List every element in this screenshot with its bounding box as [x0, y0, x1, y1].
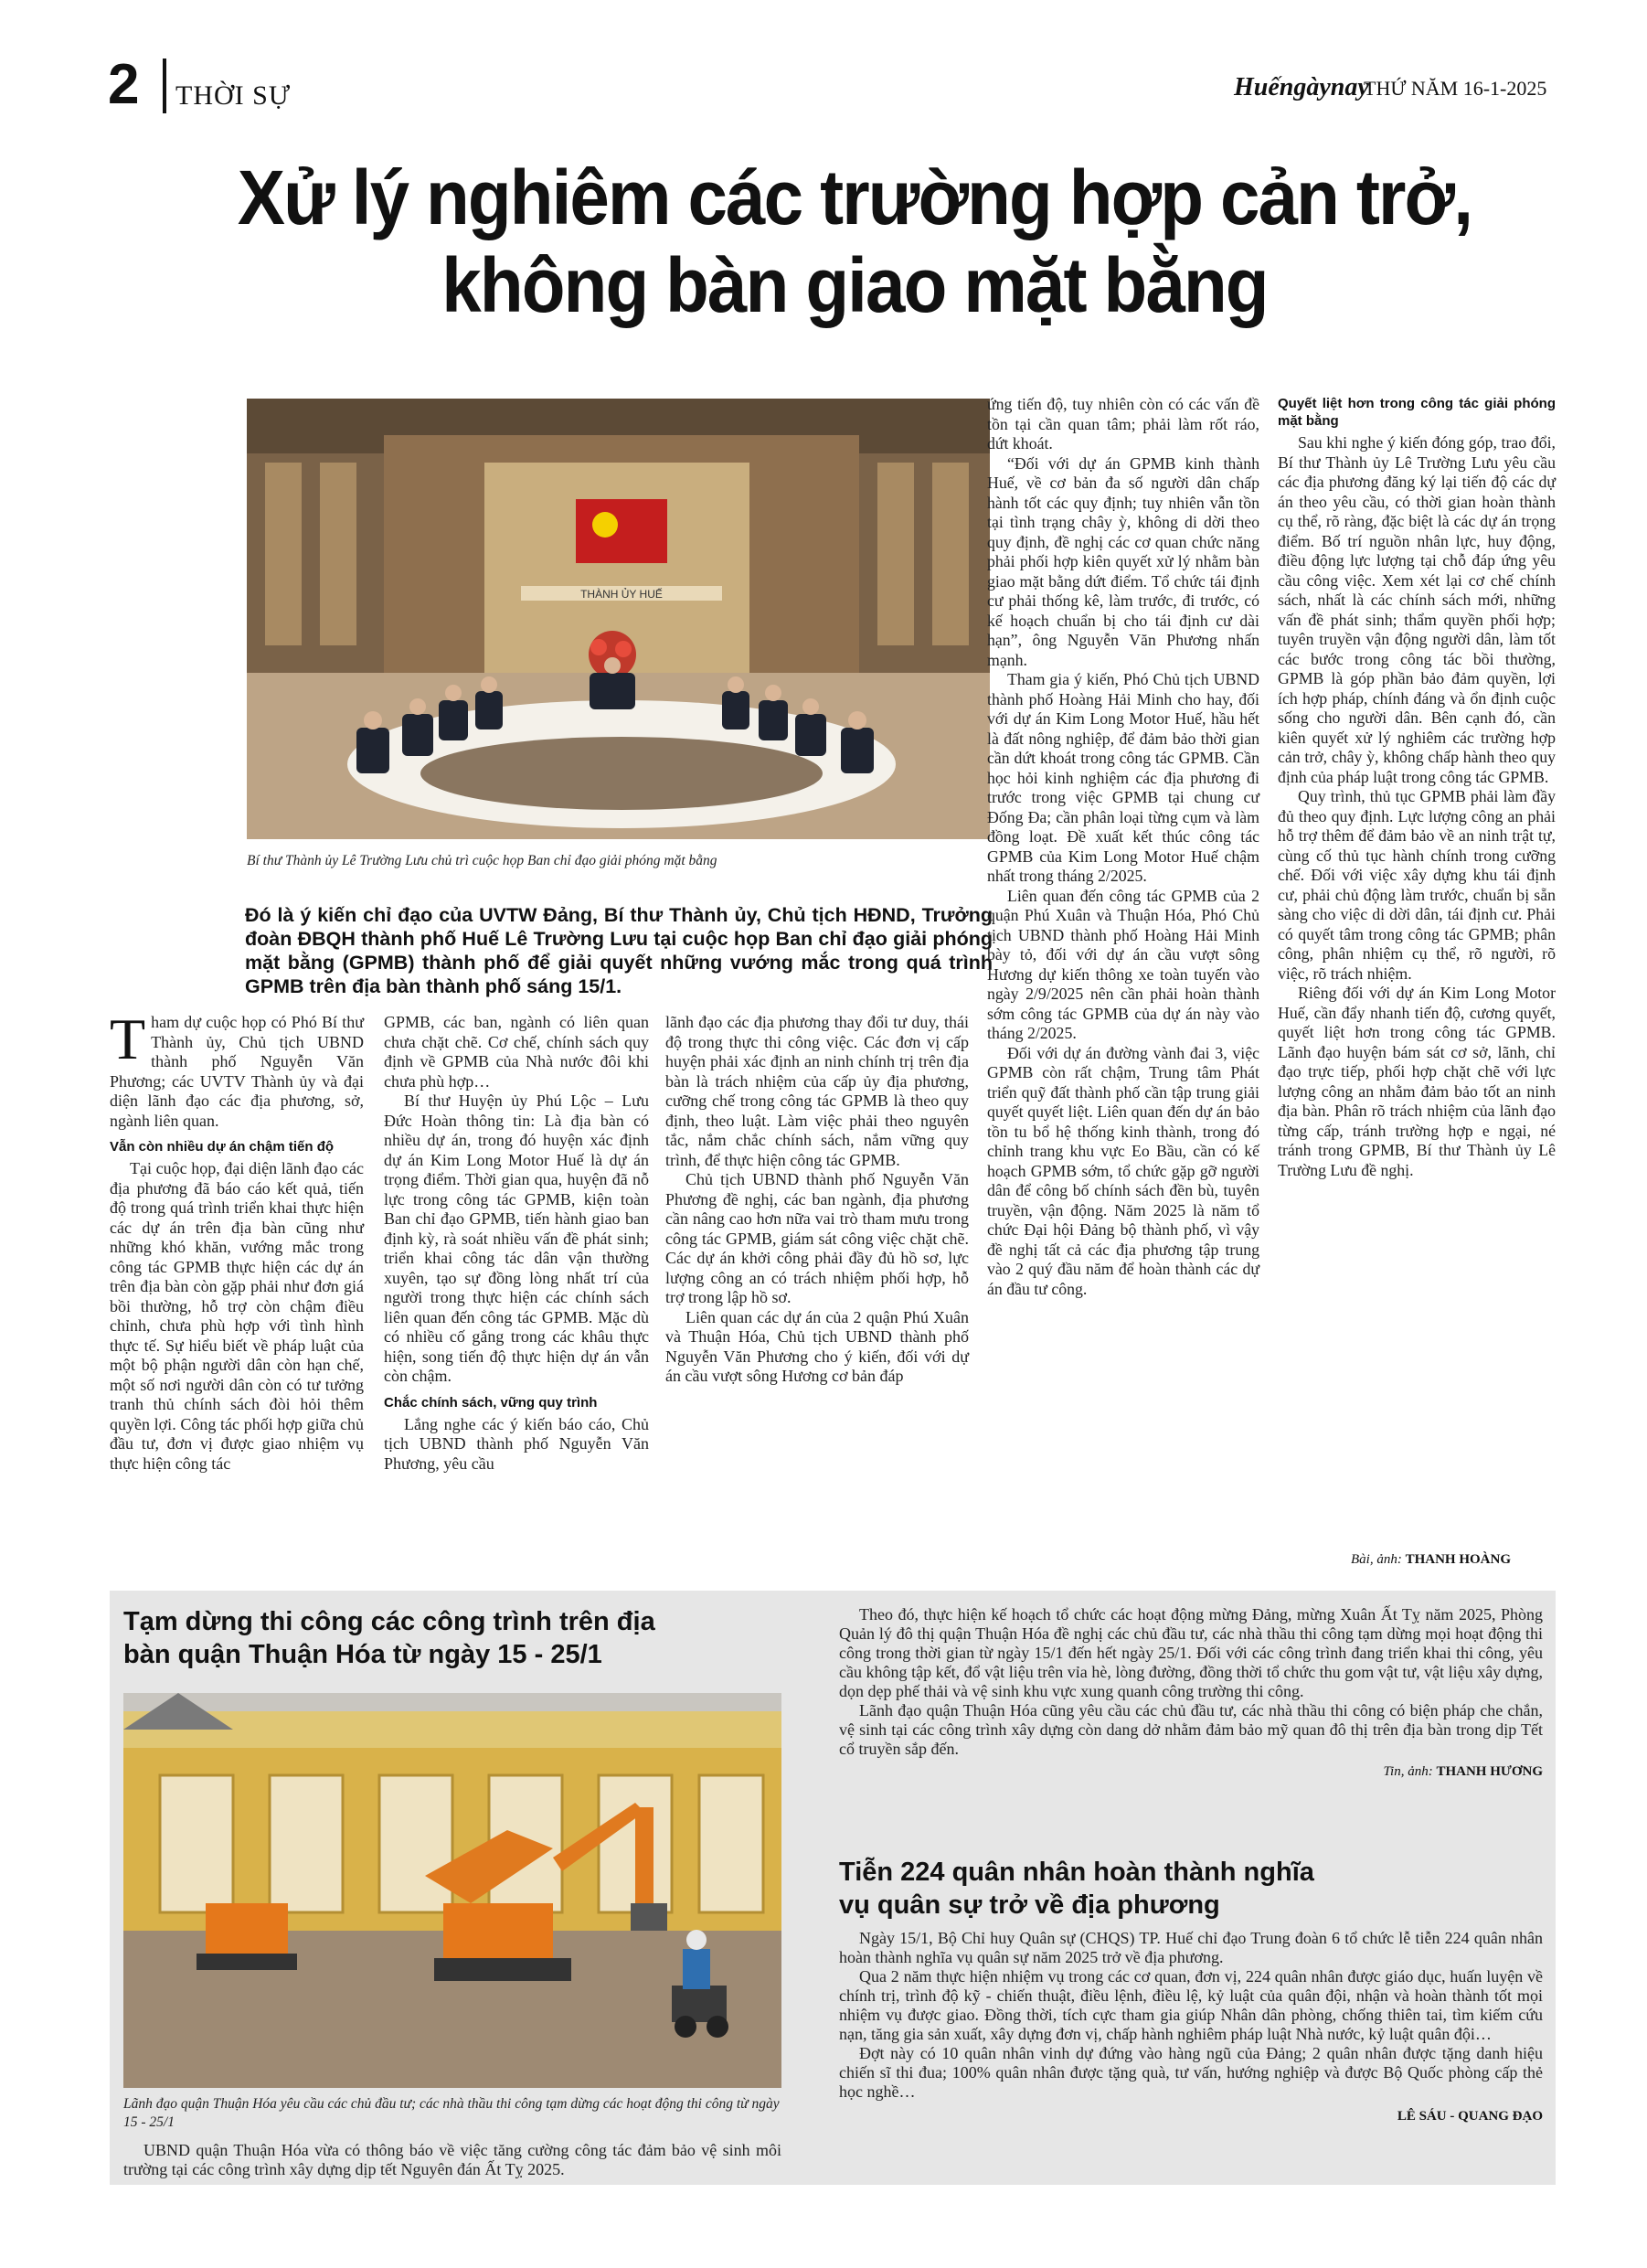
meeting-photo-caption: Bí thư Thành ủy Lê Trường Lưu chủ trì cuộc họp Ban chỉ đạo giải phóng mặt bằng — [247, 853, 717, 868]
story1-paragraph-1: UBND quận Thuận Hóa vừa có thông báo về việc tăng cường công tác đảm bảo vệ sinh môi trường tại các công trình xây dựng dịp tết Nguyên đán Ất Tỵ 2025. — [123, 2141, 781, 2178]
col5-paragraph-2: Quy trình, thủ tục GPMB phải làm đầy đủ theo quy định. Lực lượng công an phải hỗ trợ thêm để đảm bảo về an ninh trật tự, cùng cố thủ tục hành chính trong cưỡng chế. Đối với việc xây dựng khu tái định cư, phải chủ động làm trước, chuẩn bị sẵn sàng cho việc di dời dân, tái định cư. Phải có quyết tâm trong công tác GPMB; phân công, phân nhiệm cụ thể, rõ người, rõ việc, rõ trách nhiệm. — [1278, 787, 1556, 983]
col1-paragraph-1: ham dự cuộc họp có Phó Bí thư Thành ủy, Chủ tịch UBND thành phố Nguyễn Văn Phương; các UVTV Thành ủy và đại diện lãnh đạo các địa phương, sở, ngành liên quan. — [110, 1013, 364, 1130]
story1-paragraph-2: Theo đó, thực hiện kế hoạch tổ chức các hoạt động mừng Đảng, mừng Xuân Ất Tỵ năm 2025, Phòng Quản lý đô thị quận Thuận Hóa đề nghị các chủ đầu tư, các nhà thầu thi công tạm dừng mọi hoạt động thi công trong thời gian từ ngày 15/1 đến hết ngày 25/1. Đối với các công trình đang triển khai thi công, yêu cầu không tập kết, đổ vật liệu trên vỉa hè, lòng đường, đồng thời tổ chức thu gom vật tư, vật liệu xây dựng, dọn dẹp phế thải và vệ sinh khu vực xung quanh công trường thi công. — [839, 1605, 1543, 1700]
issue-date: THỨ NĂM 16-1-2025 — [1364, 77, 1547, 100]
story2-byline: LÊ SÁU - QUANG ĐẠO — [1397, 2109, 1543, 2124]
story1-byline-author: THANH HƯƠNG — [1436, 1764, 1543, 1779]
news-box-story-1-continued — [839, 1605, 1543, 1782]
col5-paragraph-1: Sau khi nghe ý kiến đóng góp, trao đổi, Bí thư Thành ủy Lê Trường Lưu yêu cầu các địa phương đăng ký lại tiến độ các dự án theo yêu cầu, có thời gian hoàn thành cụ thể, rõ ràng, đặc biệt là các dự án trọng điểm. Bố trí nguồn nhân lực, huy động, điều động lực lượng tại chỗ đáp ứng yêu cầu công việc. Xem xét lại cơ chế chính sách, nhất là các chính sách mới, những vấn đề phát sinh; thẩm quyền phối hợp; tuyên truyền vận động người dân, làm tốt các bước trong công tác bồi thường, GPMB là góp phần bảo đảm quyền, lợi ích hợp pháp, chính đáng và ổn định cuộc sống cho người dân. Bên cạnh đó, cần kiên quyết xử lý nghiêm các trường hợp cản trở, chây ỳ, không chấp hành theo quy định của pháp luật trong công tác GPMB. — [1278, 433, 1556, 786]
col2-paragraph-1: GPMB, các ban, ngành có liên quan chưa chặt chẽ. Cơ chế, chính sách quy định về GPMB của Nhà nước đôi khi chưa phù hợp… — [384, 1013, 649, 1091]
col3-paragraph-2: Chủ tịch UBND thành phố Nguyễn Văn Phương đề nghị, các ban ngành, địa phương cần nâng cao hơn nữa vai trò tham mưu trong công tác GPMB, giám sát công việc chặt chẽ. Các dự án khởi công phải đầy đủ hồ sơ, lực lượng công an có trách nhiệm phối hợp, hỗ trợ trong lập hồ sơ. — [665, 1170, 969, 1306]
subheading-2: Chắc chính sách, vững quy trình — [384, 1394, 598, 1411]
story1-byline — [839, 1762, 1543, 1782]
col4-paragraph-4: Liên quan đến công tác GPMB của 2 quận Phú Xuân và Thuận Hóa, Phó Chủ tịch UBND thành phố Hoàng Hải Minh bày tỏ, đối với dự án cầu vượt sông Hương dự kiến thông xe toàn tuyến vào ngày 2/9/2025 nên cần phải hoàn thành sớm công tác GPMB của dự án này vào tháng 2/2025. — [987, 886, 1259, 1042]
col4-paragraph-3: Tham gia ý kiến, Phó Chủ tịch UBND thành phố Hoàng Hải Minh cho hay, đối với dự án Kim Long Motor Huế, hầu hết là đất nông nghiệp, để đảm bảo thời gian cần dứt khoát trong công tác GPMB. Cần học hỏi kinh nghiệm các địa phương đi trước trong việc GPMB tại chung cư Đống Đa; cần phân loại từng cụm và làm đồng loạt. Đề xuất kết thúc công tác GPMB của Kim Long Motor Huế chậm nhất trong tháng 2/2025. — [987, 670, 1259, 885]
construction-site-illustration — [123, 1693, 781, 2088]
article-byline — [1351, 1552, 1511, 1568]
col1-paragraph-2: Tại cuộc họp, đại diện lãnh đạo các địa phương đã báo cáo kết quả, tiến độ trong quá trình triển khai thực hiện các dự án trên địa bàn cũng như những khó khăn, vướng mắc trong công tác GPMB thực hiện các dự án trên địa bàn còn gặp phải như đơn giá bồi thường, hỗ trợ còn chậm điều chỉnh, chưa phù hợp với tình hình thực tế. Sự hiểu biết về pháp luật của một bộ phận người dân còn hạn chế, một số nơi người dân còn có tư tưởng tranh thủ chính sách đòi hỏi thêm quyền lợi. Công tác phối hợp giữa chủ đầu tư, đơn vị được giao nhiệm vụ thực hiện công tác — [110, 1159, 364, 1473]
story2-paragraph-3: Đợt này có 10 quân nhân vinh dự đứng vào hàng ngũ của Đảng; 2 quân nhân được tặng danh hiệu chiến sĩ thi đua; 100% quân nhân được tặng quà, tư vấn, hướng nghiệp và được Bộ Quốc phòng cấp thẻ học nghề… — [839, 2044, 1543, 2101]
story2-paragraph-1: Ngày 15/1, Bộ Chỉ huy Quân sự (CHQS) TP. Huế chỉ đạo Trung đoàn 6 tổ chức lễ tiễn 224 quân nhân hoàn thành nghĩa vụ quân sự năm 2025 trở về địa phương. — [839, 1929, 1543, 1966]
article-column-4 — [987, 395, 1259, 1299]
subheading-3: Quyết liệt hơn trong công tác giải phóng mặt bằng — [1278, 396, 1556, 429]
news-box-story-2 — [839, 1929, 1543, 2126]
news-box-story-1-start — [123, 2141, 781, 2179]
news-box-headline-2: Tiễn 224 quân nhân hoàn thành nghĩa vụ quân sự trở về địa phương — [839, 1858, 1314, 1920]
section-title: THỜI SỰ — [175, 80, 292, 111]
article-column-2 — [384, 1013, 649, 1474]
story1-byline-label: Tin, ảnh: — [1383, 1764, 1433, 1779]
col3-paragraph-1: lãnh đạo các địa phương thay đổi tư duy, thái độ trong thực thi công việc. Các đơn vị cấp huyện phải xác định an ninh chính trị trên địa bàn là trách nhiệm của cấp ủy địa phương, cưỡng chế trong công tác GPMB là theo quy định, theo luật. Làm việc phải theo nguyên tắc, nắm chắc chính sách, nắm vững quy trình, để thực hiện công tác GPMB. — [665, 1013, 969, 1169]
construction-photo — [123, 1693, 781, 2088]
meeting-photo — [247, 399, 990, 839]
newspaper-brand: Huếngàynay — [1234, 73, 1369, 101]
page-number: 2 — [108, 53, 140, 116]
article-column-5 — [1278, 395, 1556, 1180]
col4-paragraph-1: ứng tiến độ, tuy nhiên còn có các vấn đề tồn tại cần quan tâm; phải làm rốt ráo, dứt khoát. — [987, 395, 1259, 453]
col2-paragraph-3: Lắng nghe các ý kiến báo cáo, Chủ tịch UBND thành phố Nguyễn Văn Phương, yêu cầu — [384, 1414, 649, 1473]
subheading-1: Vẫn còn nhiều dự án chậm tiến độ — [110, 1139, 335, 1155]
main-headline — [196, 154, 1514, 329]
meeting-room-illustration — [247, 399, 990, 839]
article-column-3 — [665, 1013, 969, 1387]
drop-cap: T — [110, 1006, 146, 1071]
page-number-divider — [163, 59, 166, 113]
headline-line-2: không bàn giao mặt bằng — [441, 242, 1268, 328]
byline-label: Bài, ảnh: — [1351, 1552, 1402, 1567]
photo-sign-text: THÀNH ỦY HUẾ — [580, 588, 663, 601]
story2-paragraph-2: Qua 2 năm thực hiện nhiệm vụ trong các cơ quan, đơn vị, 224 quân nhân được giáo dục, huấn luyện về chính trị, trình độ kỹ - chiến thuật, điều lệnh, điều lệ, kỷ luật của quân đội, nhận và hoàn thành tốt mọi nhiệm vụ được giao. Đồng thời, tích cực tham gia giúp Nhân dân phòng, chống thiên tai, tìm kiếm cứu nạn, tăng gia sản xuất, xây dựng đơn vị, chấp hành nghiêm pháp luật Nhà nước, kỷ luật quân đội… — [839, 1967, 1543, 2043]
col4-paragraph-5: Đối với dự án đường vành đai 3, việc GPMB còn rất chậm, Trung tâm Phát triển quỹ đất thành phố cần tập trung giải quyết quyết liệt. Liên quan đến dự án bảo tồn tu bổ hệ thống kinh thành, trong đó chỉnh trang khu vực Eo Bầu, cần có kế hoạch GPMB sớm, tổ chức gặp gỡ người dân để công bố chính sách đền bù, tuyên truyền, vận động. Năm 2025 là năm tổ chức Đại hội Đảng bộ thành phố, vì vậy đề nghị tất cả các địa phương tập trung vào 2 quý đầu năm để hoàn thành các dự án đầu tư công. — [987, 1043, 1259, 1298]
news-box-headline-1: Tạm dừng thi công các công trình trên địa bàn quận Thuận Hóa từ ngày 15 - 25/1 — [123, 1607, 655, 1669]
article-lead: Đó là ý kiến chỉ đạo của UVTW Đảng, Bí thư Thành ủy, Chủ tịch HĐND, Trưởng đoàn ĐBQH thành phố Huế Lê Trường Lưu tại cuộc họp Ban chỉ đạo giải phóng mặt bằng (GPMB) thành phố để giải quyết những vướng mắc trong quá trình GPMB trên địa bàn thành phố sáng 15/1. — [245, 904, 993, 997]
col4-paragraph-2: “Đối với dự án GPMB kinh thành Huế, về cơ bản đa số người dân chấp hành tốt các quy định; tuy nhiên vẫn tồn tại tình trạng chây ỳ, không di dời theo quy định, đề nghị các cơ quan chức năng phải phối hợp kiên quyết xử lý nhằm bàn giao mặt bằng dứt điểm. Tổ chức tái định cư phải thống kê, làm trước, đi trước, có kế hoạch chuẩn bị cho tái định cư dài hạn”, ông Nguyễn Văn Phương nhấn mạnh. — [987, 453, 1259, 669]
col2-paragraph-2: Bí thư Huyện ủy Phú Lộc – Lưu Đức Hoàn thông tin: Là địa bàn có nhiều dự án, trong đó huyện xác định dự án Kim Long Motor Huế là dự án trọng điểm. Thời gian qua, huyện đã nỗ lực trong công tác GPMB, kiện toàn Ban chỉ đạo GPMB, tiến hành giao ban định kỳ, rà soát nhiều vấn đề phát sinh; triển khai công tác dân vận thường xuyên, tạo sự đồng lòng nhất trí của người trong thực hiện các chính sách liên quan đến công tác GPMB. Mặc dù có nhiều cố gắng trong các khâu thực hiện, song tiến độ thực hiện dự án vẫn còn chậm. — [384, 1091, 649, 1385]
story1-paragraph-3: Lãnh đạo quận Thuận Hóa cũng yêu cầu các chủ đầu tư, các nhà thầu thi công có biện pháp che chắn, vệ sinh tại các công trình xây dựng còn dang dở nhằm đảm bảo mỹ quan đô thị trên địa bàn trong dịp Tết cổ truyền sắp đến. — [839, 1701, 1543, 1758]
construction-photo-caption: Lãnh đạo quận Thuận Hóa yêu cầu các chủ đầu tư; các nhà thầu thi công tạm dừng các hoạt động thi công từ ngày 15 - 25/1 — [123, 2096, 780, 2130]
headline-line-1: Xử lý nghiêm các trường hợp cản trở, — [237, 154, 1472, 240]
article-column-1 — [110, 1006, 364, 1474]
col5-paragraph-3: Riêng đối với dự án Kim Long Motor Huế, cần đẩy nhanh tiến độ, cương quyết, quyết liệt hơn trong công tác GPMB. Lãnh đạo huyện bám sát cơ sở, lãnh, chỉ đạo trực tiếp, phối hợp chặt chẽ với lực lượng công an nhằm đảm bảo tốt an ninh địa bàn. Phân rõ trách nhiệm của lãnh đạo từng cấp, tránh trường hợp e ngại, né tránh trong GPMB, Bí thư Thành ủy Lê Trường Lưu đề nghị. — [1278, 984, 1556, 1179]
col3-paragraph-3: Liên quan các dự án của 2 quận Phú Xuân và Thuận Hóa, Chủ tịch UBND thành phố Nguyễn Văn Phương cho ý kiến, đối với dự án cầu vượt sông Hương cơ bản đáp — [665, 1307, 969, 1385]
byline-author: THANH HOÀNG — [1405, 1552, 1512, 1567]
